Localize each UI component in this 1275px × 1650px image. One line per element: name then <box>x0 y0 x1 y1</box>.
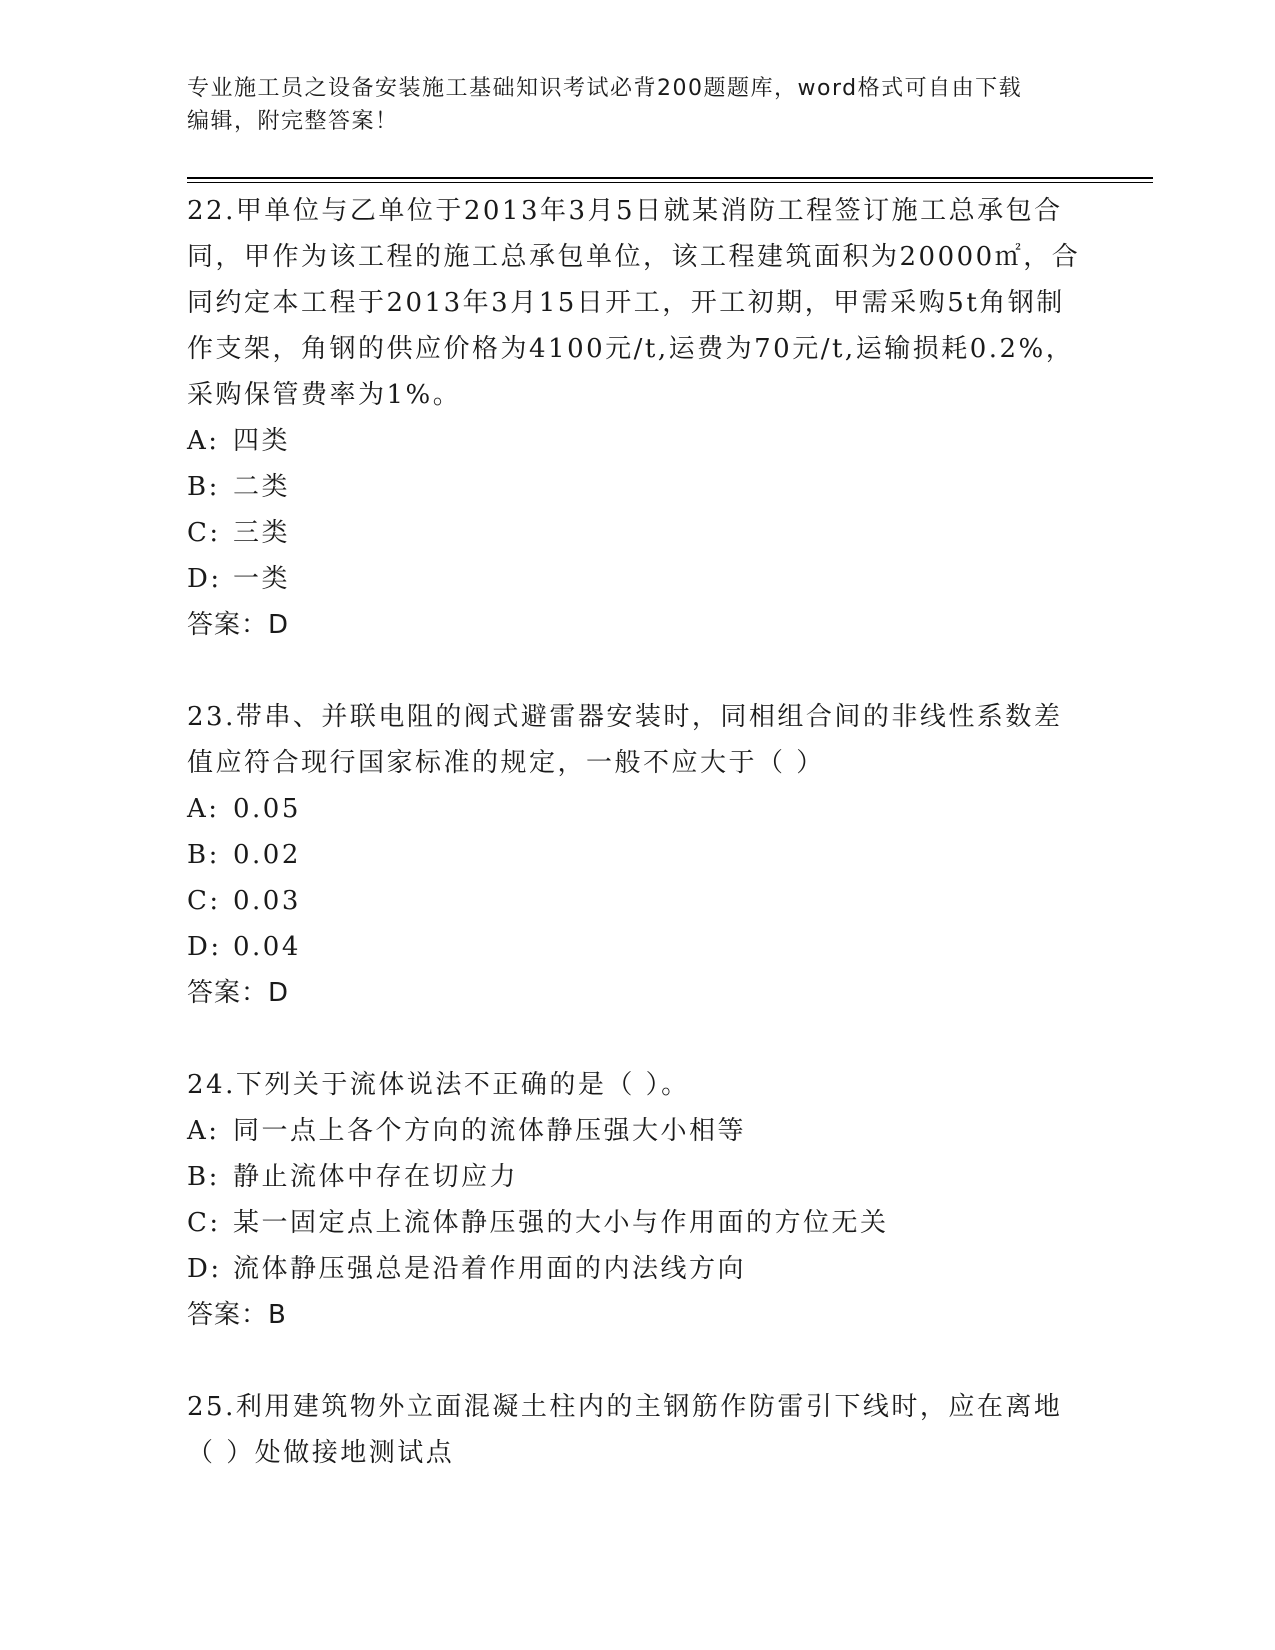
option-letter: A: <box>187 426 220 456</box>
question-list <box>187 188 1087 1476</box>
option-letter: C: <box>187 886 221 916</box>
option-c <box>187 1200 1087 1246</box>
option-b <box>187 832 1087 878</box>
header-divider-thin <box>187 182 1153 183</box>
option-text: 0.03 <box>233 886 301 916</box>
option-d <box>187 924 1087 970</box>
question-23 <box>187 694 1087 1016</box>
question-24 <box>187 1062 1087 1338</box>
option-letter: A: <box>187 1116 220 1146</box>
option-d <box>187 1246 1087 1292</box>
option-c <box>187 510 1087 556</box>
option-text: 同一点上各个方向的流体静压强大小相等 <box>233 1116 747 1146</box>
option-text: 流体静压强总是沿着作用面的内法线方向 <box>233 1254 747 1284</box>
option-letter: D: <box>187 932 222 962</box>
option-text: 0.02 <box>233 840 301 870</box>
question-text: 23.带串、并联电阻的阀式避雷器安装时，同相组合间的非线性系数差值应符合现行国家标准的规定，一般不应大于（ ） <box>187 702 1063 778</box>
document-header <box>187 72 1087 138</box>
option-letter: D: <box>187 1254 222 1284</box>
option-text: 二类 <box>233 472 291 502</box>
header-line-1: 专业施工员之设备安装施工基础知识考试必背200题题库，word格式可自由下载 <box>187 76 1023 101</box>
question-spacer <box>187 648 1087 694</box>
option-text: 0.05 <box>233 794 301 824</box>
question-spacer <box>187 1016 1087 1062</box>
option-letter: B: <box>187 472 220 502</box>
option-d <box>187 556 1087 602</box>
question-text: 22.甲单位与乙单位于2013年3月5日就某消防工程签订施工总承包合同，甲作为该工程的施工总承包单位，该工程建筑面积为20000㎡，合同约定本工程于2013年3月15日开工，开工初期，甲需采购5t角钢制作支架，角钢的供应价格为4100元/t,运费为70元/t,运输损耗0.2%，采购保管费率为1%。 <box>187 196 1081 410</box>
option-a <box>187 1108 1087 1154</box>
option-b <box>187 1154 1087 1200</box>
option-letter: B: <box>187 840 220 870</box>
option-text: 三类 <box>233 518 291 548</box>
question-spacer <box>187 1338 1087 1384</box>
option-letter: A: <box>187 794 220 824</box>
question-text: 25.利用建筑物外立面混凝土柱内的主钢筋作防雷引下线时，应在离地（ ）处做接地测试点 <box>187 1392 1063 1468</box>
option-a <box>187 786 1087 832</box>
header-divider-thick <box>187 177 1153 179</box>
header-line-2: 编辑，附完整答案！ <box>187 109 399 134</box>
option-text: 一类 <box>233 564 291 594</box>
option-text: 某一固定点上流体静压强的大小与作用面的方位无关 <box>233 1208 889 1238</box>
question-text: 24.下列关于流体说法不正确的是（ ）。 <box>187 1070 690 1100</box>
answer-line: 答案：D <box>187 978 290 1008</box>
option-text: 0.04 <box>233 932 301 962</box>
option-text: 静止流体中存在切应力 <box>233 1162 519 1192</box>
option-letter: C: <box>187 1208 221 1238</box>
option-letter: D: <box>187 564 222 594</box>
option-b <box>187 464 1087 510</box>
question-22 <box>187 188 1087 648</box>
answer-line: 答案：D <box>187 610 290 640</box>
option-letter: B: <box>187 1162 220 1192</box>
answer-line: 答案：B <box>187 1300 287 1330</box>
option-c <box>187 878 1087 924</box>
option-letter: C: <box>187 518 221 548</box>
option-text: 四类 <box>233 426 291 456</box>
option-a <box>187 418 1087 464</box>
question-25 <box>187 1384 1087 1476</box>
